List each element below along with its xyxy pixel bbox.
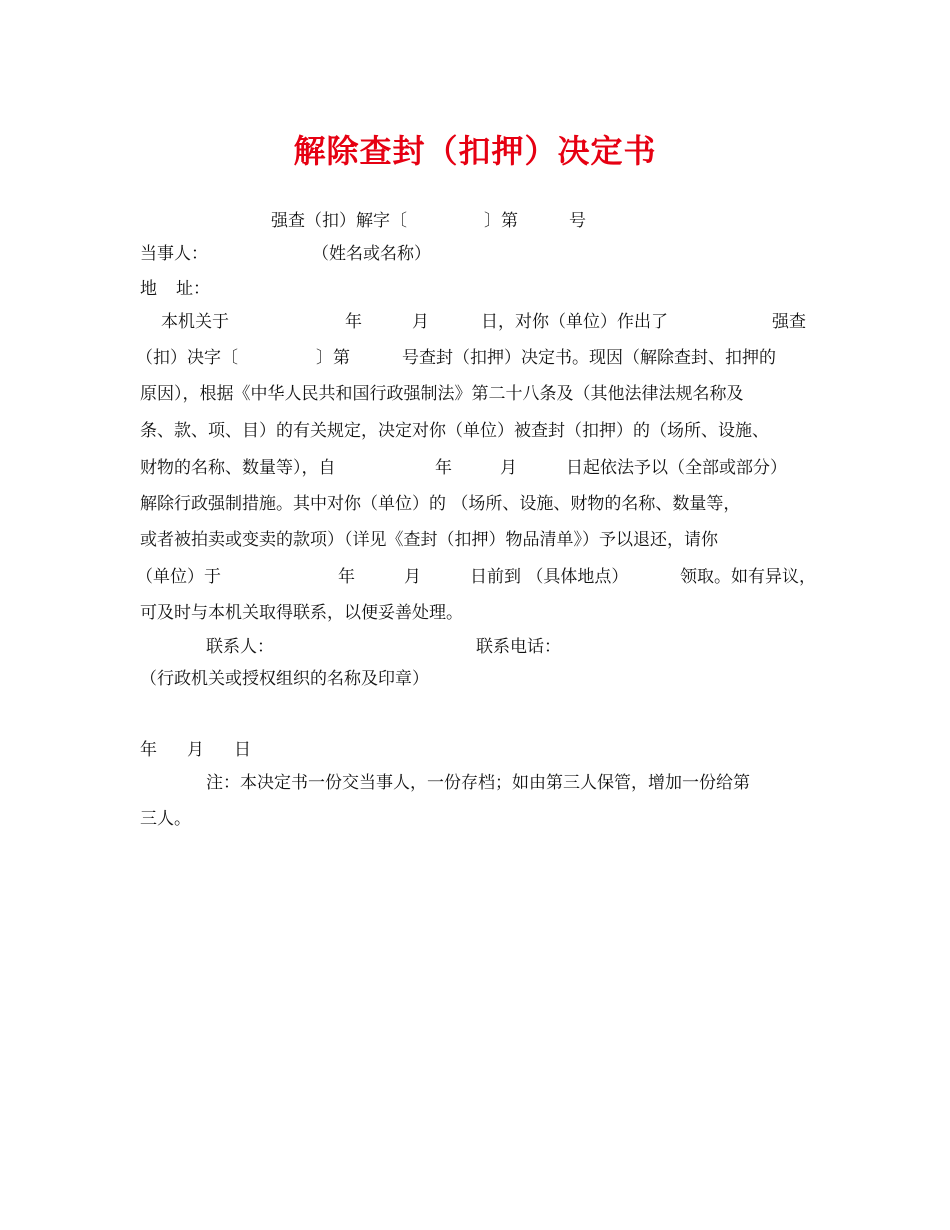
body-l3: 原因），根据《中华人民共和国行政强制法》第二十八条及（其他法律法规名称及	[140, 384, 744, 404]
body-l5-year: 年	[435, 458, 452, 478]
body-l2-c: 号查封（扣押）决定书。现因（解除查封、扣押的	[402, 348, 776, 368]
body-l6: 解除行政强制措施。其中对你（单位）的 （场所、设施、财物的名称、数量等，	[140, 494, 741, 514]
body-l7: 或者被拍卖或变卖的款项）（详见《查封（扣押）物品清单》）予以退还，请你	[140, 530, 718, 550]
body-l9: 可及时与本机关取得联系，以便妥善处理。	[140, 603, 463, 623]
doc-number-line	[271, 210, 407, 232]
party-label: 当事人：	[140, 244, 208, 264]
note-line-1: 注：本决定书一份交当事人，一份存档；如由第三人保管，增加一份给第	[206, 773, 750, 793]
body-l1-month: 月	[412, 312, 429, 332]
phone-label: 联系电话：	[476, 637, 561, 657]
body-l1-day: 日，对你（单位）作出了	[481, 312, 668, 332]
body-l2-a: （扣）决字〔	[136, 348, 238, 368]
body-l5-a: 财物的名称、数量等），自	[140, 458, 336, 478]
doc-number-bracket: 〕第	[484, 211, 518, 231]
note-line-2: 三人。	[140, 809, 191, 829]
body-l8-place: 日前到 （具体地点）	[470, 567, 629, 587]
date-year: 年	[140, 740, 157, 760]
body-l8-month: 月	[404, 567, 421, 587]
body-l1-end: 强查	[772, 312, 806, 332]
seal-label: （行政机关或授权组织的名称及印章）	[140, 669, 429, 689]
date-day: 日	[234, 740, 251, 760]
doc-number-prefix: 强查（扣）解字〔	[271, 211, 407, 231]
address-label-2: 址：	[176, 279, 210, 299]
party-hint: （姓名或名称）	[312, 244, 431, 264]
body-l1-a: 本机关于	[161, 312, 229, 332]
date-month: 月	[187, 740, 204, 760]
body-l8-year: 年	[338, 567, 355, 587]
body-l4: 条、款、项、目）的有关规定，决定对你（单位）被查封（扣押）的（场所、设施、	[140, 421, 769, 441]
body-l1-year: 年	[345, 312, 362, 332]
doc-number-suffix: 号	[569, 211, 586, 231]
body-l2-b: 〕第	[316, 348, 350, 368]
contact-label: 联系人：	[206, 637, 274, 657]
address-label: 地	[140, 279, 157, 299]
body-l5-end: 日起依法予以（全部或部分）	[566, 458, 787, 478]
document-title: 解除查封（扣押）决定书	[293, 132, 657, 170]
body-l5-month: 月	[500, 458, 517, 478]
body-l8-a: （单位）于	[136, 567, 221, 587]
body-l8-end: 领取。如有异议，	[680, 567, 816, 587]
